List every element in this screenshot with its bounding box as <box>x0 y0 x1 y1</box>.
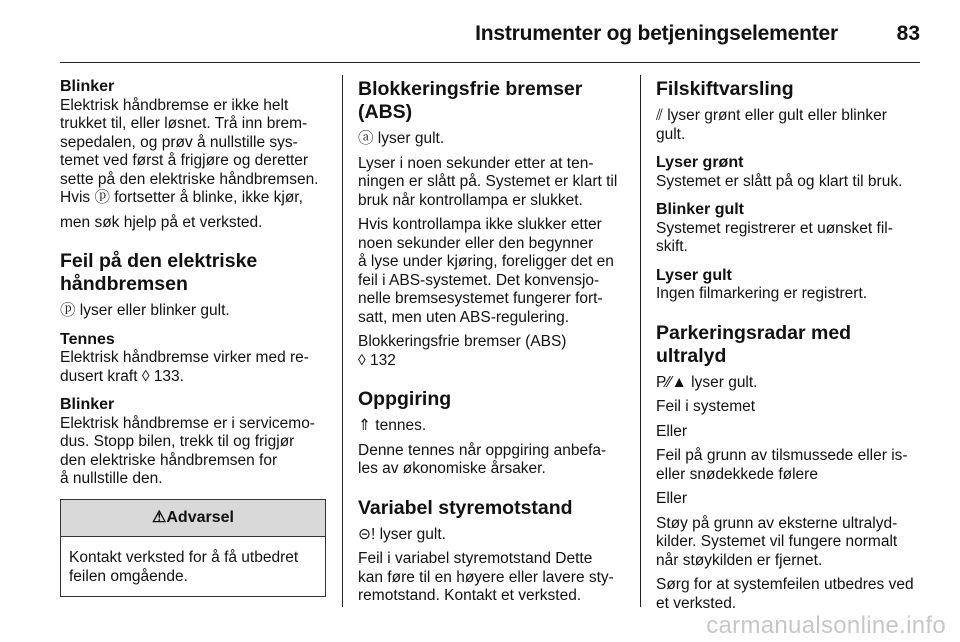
heading-parkeringsradar: Parkeringsradar med ultralyd <box>656 321 852 367</box>
column-3 <box>656 78 924 613</box>
text-line: Hvis kontrollampa ikke slukker etter <box>358 216 602 233</box>
heading-feil-handbrems <box>60 250 328 296</box>
text-line: satt, men uten ABS-regulering. <box>358 308 570 326</box>
text-line: å nullstille den. <box>60 470 163 487</box>
paragraph-abs-indicator: ⓐ lyser gult. <box>358 130 445 147</box>
text-line: gult. <box>656 125 686 143</box>
page-number: 83 <box>896 22 920 45</box>
section-subheading-blinker-2: Blinker <box>60 396 115 413</box>
text-line: Denne tennes når oppgiring anbefa- <box>358 441 607 459</box>
text-line: Elektrisk håndbremse er ikke helt <box>60 96 289 114</box>
section-subheading-tennes: Tennes <box>60 330 115 348</box>
paragraph-park-sensors <box>656 447 924 484</box>
text-line: å lyse under kjøring, foreligger det en <box>358 253 614 270</box>
paragraph-park-feil: Feil i systemet <box>656 398 756 415</box>
text-line: temet ved først å frigjøre og deretter <box>60 152 309 169</box>
header-divider <box>60 62 920 63</box>
heading-oppgiring: Oppgiring <box>358 388 452 410</box>
paragraph-blinker-1b <box>60 214 328 233</box>
column-divider-1 <box>342 75 343 607</box>
text-line: Sørg for at systemfeilen utbedres ved <box>656 576 914 593</box>
text-line: feil i ABS-systemet. Det konvensjo- <box>358 271 600 289</box>
paragraph-abs-reference <box>358 333 626 370</box>
text-line: ⫽ lyser grønt eller gult eller blinker <box>656 107 887 124</box>
text-line: bruk når kontrollampa er slukket. <box>358 191 583 209</box>
text-line: Elektrisk håndbremse virker med re- <box>60 349 309 366</box>
paragraph-park-eller-1: Eller <box>656 422 688 440</box>
text-line: kilder. Systemet vil fungere normalt <box>656 533 898 550</box>
paragraph-variabel <box>358 550 626 606</box>
warning-body <box>61 537 325 596</box>
watermark: carmanualsonline.info <box>706 612 946 639</box>
heading-abs: Blokkeringsfrie bremser (ABS) <box>358 78 583 123</box>
text-line: Feil på grunn av tilsmussede eller is- <box>656 447 908 464</box>
text-line: trukket til, eller løsnet. Trå inn brem- <box>60 115 308 132</box>
text-line: dusert kraft ◊ 133. <box>60 367 184 385</box>
text-line: Lyser i noen sekunder etter at ten- <box>358 154 594 172</box>
paragraph-abs-1 <box>358 155 626 211</box>
text-line: Kontakt verksted for å få utbedret <box>69 549 299 566</box>
heading-line: Feil på den elektriske <box>60 250 258 272</box>
paragraph-oppgiring <box>358 442 626 479</box>
paragraph-park-indicator: P⁄⁄▲ lyser gult. <box>656 373 758 391</box>
text-line: noen sekunder eller den begynner <box>358 234 594 252</box>
heading-filskiftvarsling: Filskiftvarsling <box>656 78 794 100</box>
text-line: ningen er slått på. Systemet er klart til <box>358 173 618 190</box>
section-subheading-lyser-gront: Lyser grønt <box>656 154 744 171</box>
paragraph-lyser-gult: Ingen filmarkering er registrert. <box>656 285 868 302</box>
text-line: sepedalen, og prøv å nullstille sys- <box>60 133 298 151</box>
column-1 <box>60 78 328 597</box>
paragraph-park-eller-2: Eller <box>656 490 688 507</box>
column-divider-2 <box>640 75 641 607</box>
section-subheading-lyser-gult: Lyser gult <box>656 266 732 284</box>
page-header-title: Instrumenter og betjeningselementer <box>475 22 838 45</box>
text-line: eller snødekkede følere <box>656 465 818 483</box>
paragraph-blinker-gult <box>656 220 924 257</box>
warning-header: ⚠Advarsel <box>61 500 325 538</box>
text-line: Systemet registrerer et uønsket fil- <box>656 219 893 237</box>
text-line: skift. <box>656 238 688 255</box>
page-reference-link[interactable]: ◊ 132 <box>358 351 396 369</box>
paragraph-variabel-indicator: ⊝! lyser gult. <box>358 525 446 543</box>
heading-line: håndbremsen <box>60 273 188 295</box>
paragraph-tennes <box>60 349 328 386</box>
text-line: Støy på grunn av eksterne ultralyd- <box>656 514 898 532</box>
text-line: remotstand. Kontakt et verksted. <box>358 587 582 604</box>
text-line: et verksted. <box>656 594 737 612</box>
paragraph-filskift-indicator <box>656 107 924 144</box>
text-line: kan føre til en høyere eller lavere sty- <box>358 568 614 586</box>
text-line: dus. Stopp bilen, trekk til og frigjør <box>60 433 295 450</box>
text-line: les av økonomiske årsaker. <box>358 460 546 477</box>
paragraph-blinker-2 <box>60 415 328 489</box>
section-subheading-blinker-gult: Blinker gult <box>656 201 745 218</box>
text-line: feilen omgående. <box>69 567 188 585</box>
paragraph-park-noise <box>656 515 924 571</box>
paragraph-oppgiring-indicator: ⇑ tennes. <box>358 417 427 434</box>
warning-box <box>60 499 326 598</box>
section-subheading-blinker: Blinker <box>60 78 115 95</box>
text-line: Elektrisk håndbremse er i servicemo- <box>60 414 315 432</box>
text-line: sette på den elektriske håndbremsen. <box>60 170 319 188</box>
paragraph-lyser-gront: Systemet er slått på og klart til bruk. <box>656 172 903 190</box>
column-2 <box>358 78 626 606</box>
paragraph-park-verksted <box>656 576 924 613</box>
text-line: Feil i variabel styremotstand Dette <box>358 550 593 567</box>
heading-variabel-styremotstand: Variabel styremotstand <box>358 496 573 519</box>
text-line: nelle bremsesystemet fungerer fort- <box>358 290 603 307</box>
text-line: men søk hjelp på et verksted. <box>60 213 263 231</box>
paragraph-abs-2 <box>358 216 626 327</box>
text-line: Hvis ⓟ fortsetter å blinke, ikke kjør, <box>60 189 303 206</box>
text-line: den elektriske håndbremsen for <box>60 451 278 469</box>
paragraph-feil-indicator: ⓟ lyser eller blinker gult. <box>60 302 230 319</box>
text-line: når støykilden er fjernet. <box>656 551 823 569</box>
text-line: Blokkeringsfrie bremser (ABS) <box>358 333 567 350</box>
paragraph-blinker-1 <box>60 97 328 208</box>
